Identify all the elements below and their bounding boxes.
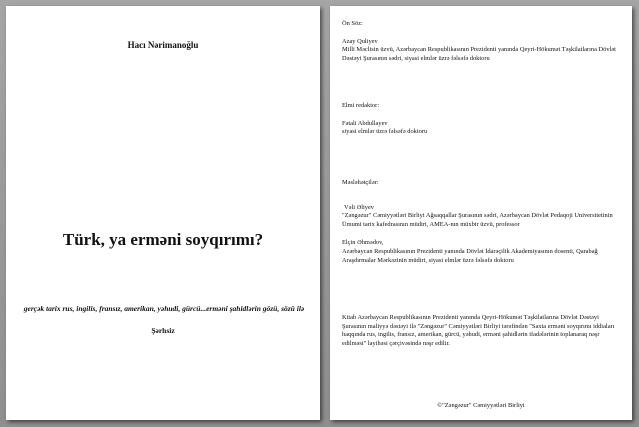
book-subtitle: gerçək tarix rus, ingilis, fransız, amerikan, yəhudi, gürcü...erməni şahidlərin gözü, sözü ilə (23, 304, 305, 313)
copyright-line: ©"Zəngəzur" Cəmiyyətləri Birliyi (437, 402, 525, 409)
book-title: Türk, ya erməni soyqırımı? (62, 230, 264, 249)
advisor-name: Vəli Əliyev (344, 204, 374, 211)
editor-name: Fətali Abdullayev (342, 120, 388, 127)
publication-note: Kitab Azərbaycan Respublikasının Prezidenti yanında Qeyri-Hökumət Təşkilatlarına Dövlət Dəstəyi Şurasının maliyyə dəstəyi ilə "Zəngəzur" Cəmiyyətləri Birliyi tərəfindən "Saxta erməni soyqırımı iddiaları haqqında rus, ingilis, fransız, amerikan, gürcü, yəhudi, erməni şahidlərin ifadələrinin toplanaraq nəşr edilməsi" layihəsi çərçivəsində nəşr edilir. (342, 314, 615, 347)
advisors-label: Məsləhətçilər: (342, 179, 379, 186)
advisor-description: Azərbaycan Respublikasının Prezidenti yanında Dövlət İdarəçilik Akademiyasının dosenti, Qarabağ Araşdırmalar Mərkəzinin müdiri, siyasi elmlər üzrə fəlsəfə doktoru (342, 248, 598, 264)
editor-description: siyasi elmlər üzrə fəlsəfə doktoru (342, 128, 428, 135)
foreword-author-description: Milli Məclisin üzvü, Azərbaycan Respublikasının Prezidenti yanında Qeyri-Hökumət Təşkilatlarına Dövlət Dəstəyi Şurasının sədri, siyasi elmlər üzrə fəlsəfə doktoru (342, 46, 616, 62)
title-page (6, 6, 320, 420)
foreword-label: Ön Söz: (342, 20, 363, 27)
author-name: Hacı Nərimanoğlu (127, 40, 199, 50)
credits-page (330, 6, 632, 420)
advisor-name: Elçin Əhmədov, (342, 239, 384, 246)
foreword-author: Azay Quliyev (342, 38, 378, 45)
book-note: Şərhsiz (151, 326, 175, 335)
editor-label: Elmi redaktor: (342, 102, 380, 109)
advisor-description: "Zəngəzur" Cəmiyyətləri Birliyi Ağsaqqallar Şurasının sədri, Azərbaycan Dövlət Pedaqoji Universitetinin Ümumi tarix kafedrasının müdiri, AMEA-nın müxbir üzvü, professor (342, 212, 613, 228)
